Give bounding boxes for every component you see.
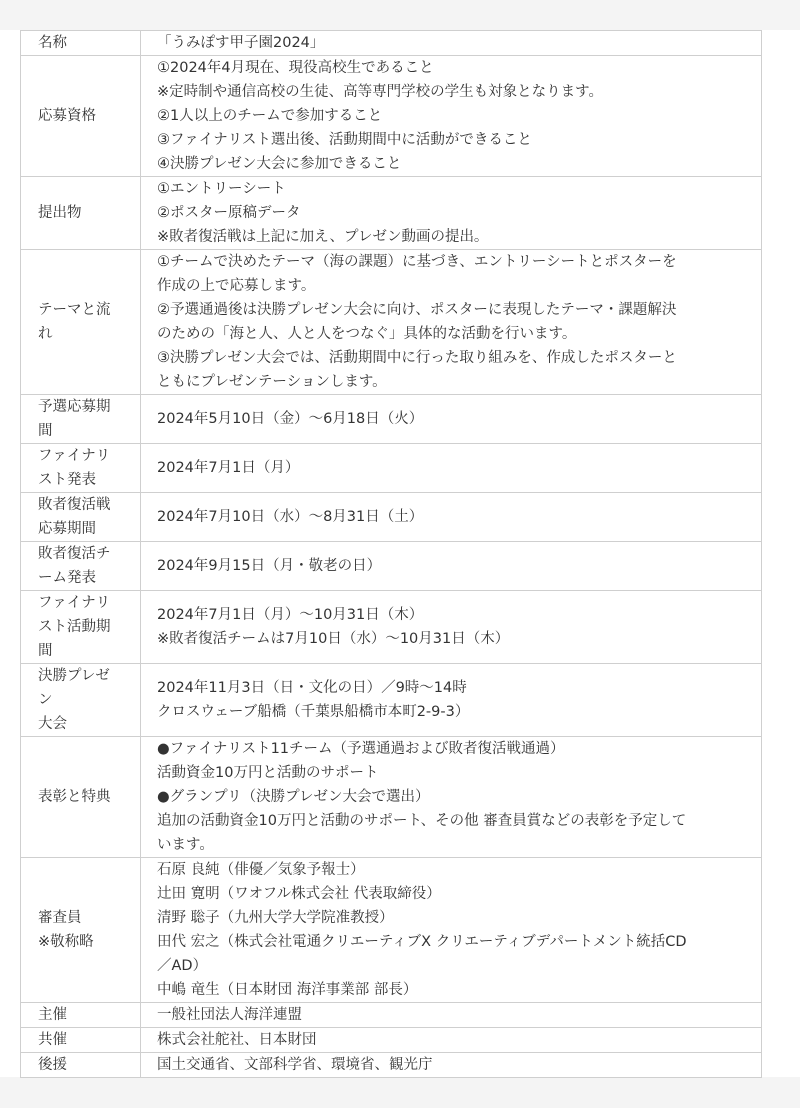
table-row-judges — [21, 858, 762, 1003]
row-value-line: 作成の上で応募します。 — [157, 278, 316, 294]
row-value — [141, 664, 762, 737]
row-label-line: 後援 — [38, 1057, 67, 1073]
row-label — [21, 858, 141, 1003]
row-label-line: 応募資格 — [38, 108, 96, 124]
row-label — [21, 737, 141, 858]
row-value-line: 中嶋 竜生（日本財団 海洋事業部 部長） — [157, 982, 418, 998]
table-row-eligibility — [21, 56, 762, 177]
row-label-line: 決勝プレゼ — [38, 668, 110, 684]
row-value-line: 辻田 寛明（ワオフル株式会社 代表取締役） — [157, 886, 441, 902]
row-label-line: れ — [38, 326, 53, 342]
row-label-line: 敗者復活チ — [38, 546, 111, 562]
row-value — [141, 395, 762, 444]
row-label-line: 提出物 — [38, 205, 82, 221]
row-value-line: クロスウェーブ船橋（千葉県船橋市本町2-9-3） — [157, 704, 470, 720]
row-label-line: 間 — [38, 643, 53, 659]
table-row-co-host — [21, 1028, 762, 1053]
row-label — [21, 444, 141, 493]
table-row-final-presentation — [21, 664, 762, 737]
table-row-revival-announce — [21, 542, 762, 591]
row-label — [21, 56, 141, 177]
row-value — [141, 737, 762, 858]
row-value-line: ※敗者復活戦は上記に加え、プレゼン動画の提出。 — [157, 229, 489, 245]
row-value-line: 2024年7月10日（水）〜8月31日（土） — [157, 509, 424, 525]
row-label-line: スト発表 — [38, 472, 96, 488]
row-label-line: ーム発表 — [38, 570, 96, 586]
table-row-organizer — [21, 1003, 762, 1028]
row-label — [21, 664, 141, 737]
row-value-line: 石原 良純（俳優／気象予報士） — [157, 862, 365, 878]
contest-info-table — [20, 30, 762, 1078]
row-value-line: ③決勝プレゼン大会では、活動期間中に行った取り組みを、作成したポスターと — [157, 350, 677, 366]
row-label-line: ファイナリ — [38, 595, 111, 611]
row-value-line: ③ファイナリスト選出後、活動期間中に活動ができること — [157, 132, 532, 148]
row-value — [141, 591, 762, 664]
row-value-line: 2024年7月1日（月） — [157, 460, 300, 476]
table-row-revival-period — [21, 493, 762, 542]
row-value-line: 2024年9月15日（月・敬老の日） — [157, 558, 382, 574]
row-value-line: 一般社団法人海洋連盟 — [157, 1007, 302, 1023]
row-value — [141, 444, 762, 493]
table-row-name — [21, 31, 762, 56]
row-label-line: 主催 — [38, 1007, 67, 1023]
table-row-finalist-activity — [21, 591, 762, 664]
row-label-line: テーマと流 — [38, 302, 111, 318]
row-label-line: 審査員 — [38, 910, 82, 926]
row-value-line: ④決勝プレゼン大会に参加できること — [157, 156, 402, 172]
row-label-line: 予選応募期 — [38, 399, 111, 415]
row-label — [21, 493, 141, 542]
row-label-line: 表彰と特典 — [38, 789, 111, 805]
row-value-line: ●グランプリ（決勝プレゼン大会で選出） — [157, 789, 430, 805]
row-value — [141, 493, 762, 542]
row-value — [141, 858, 762, 1003]
row-label-line: ン — [38, 692, 53, 708]
row-label-line: ※敬称略 — [38, 934, 94, 950]
row-value-line: ①エントリーシート — [157, 181, 286, 197]
row-value-line: ②予選通過後は決勝プレゼン大会に向け、ポスターに表現したテーマ・課題解決 — [157, 302, 677, 318]
row-value-line: 国土交通省、文部科学省、環境省、観光庁 — [157, 1057, 433, 1073]
row-label — [21, 542, 141, 591]
row-value-line: ①チームで決めたテーマ（海の課題）に基づき、エントリーシートとポスターを — [157, 254, 677, 270]
row-label-line: 名称 — [38, 35, 67, 51]
row-value — [141, 56, 762, 177]
table-row-prelim-period — [21, 395, 762, 444]
row-label-line: 応募期間 — [38, 521, 96, 537]
row-value — [141, 177, 762, 250]
row-value-line: 2024年11月3日（日・文化の日）／9時〜14時 — [157, 680, 467, 696]
table-row-awards — [21, 737, 762, 858]
row-value-line: 田代 宏之（株式会社電通クリエーティブX クリエーティブデパートメント統括CD — [157, 934, 687, 950]
row-value-line: 2024年5月10日（金）〜6月18日（火） — [157, 411, 424, 427]
row-value-line: ●ファイナリスト11チーム（予選通過および敗者復活戦通過） — [157, 741, 565, 757]
row-value-line: います。 — [157, 837, 214, 853]
row-label-line: スト活動期 — [38, 619, 111, 635]
row-value-line: ②ポスター原稿データ — [157, 205, 301, 221]
row-value-line: 活動資金10万円と活動のサポート — [157, 765, 379, 781]
document-page — [0, 30, 800, 1077]
row-value-line: 追加の活動資金10万円と活動のサポート、その他 審査員賞などの表彰を予定して — [157, 813, 687, 829]
row-label-line: 大会 — [38, 716, 67, 732]
row-label — [21, 1003, 141, 1028]
row-label — [21, 1028, 141, 1053]
row-value — [141, 1003, 762, 1028]
row-value — [141, 542, 762, 591]
row-value — [141, 1053, 762, 1078]
row-label — [21, 177, 141, 250]
row-value-line: のための「海と人、人と人をつなぐ」具体的な活動を行います。 — [157, 326, 577, 342]
table-body — [21, 31, 762, 1078]
row-value-line: 2024年7月1日（月）〜10月31日（木） — [157, 607, 424, 623]
table-row-finalist-announce — [21, 444, 762, 493]
row-value-line: 清野 聡子（九州大学大学院准教授） — [157, 910, 394, 926]
row-label — [21, 1053, 141, 1078]
row-label-line: 敗者復活戦 — [38, 497, 111, 513]
row-value-line: ／AD） — [157, 958, 208, 974]
row-value — [141, 1028, 762, 1053]
row-label-line: 共催 — [38, 1032, 67, 1048]
table-row-support — [21, 1053, 762, 1078]
row-label-line: ファイナリ — [38, 448, 111, 464]
row-value-line: 株式会社舵社、日本財団 — [157, 1032, 317, 1048]
table-row-theme-flow — [21, 250, 762, 395]
row-label — [21, 395, 141, 444]
row-value — [141, 31, 762, 56]
row-label — [21, 250, 141, 395]
row-value-line: ②1人以上のチームで参加すること — [157, 108, 383, 124]
row-value — [141, 250, 762, 395]
row-label-line: 間 — [38, 423, 53, 439]
row-value-line: 「うみぽす甲子園2024」 — [157, 35, 325, 51]
row-label — [21, 591, 141, 664]
row-value-line: ※敗者復活チームは7月10日（水）〜10月31日（木） — [157, 631, 510, 647]
row-value-line: ※定時制や通信高校の生徒、高等専門学校の学生も対象となります。 — [157, 84, 603, 100]
table-row-submission — [21, 177, 762, 250]
row-value-line: ともにプレゼンテーションします。 — [157, 374, 387, 390]
row-value-line: ①2024年4月現在、現役高校生であること — [157, 60, 434, 76]
row-label — [21, 31, 141, 56]
